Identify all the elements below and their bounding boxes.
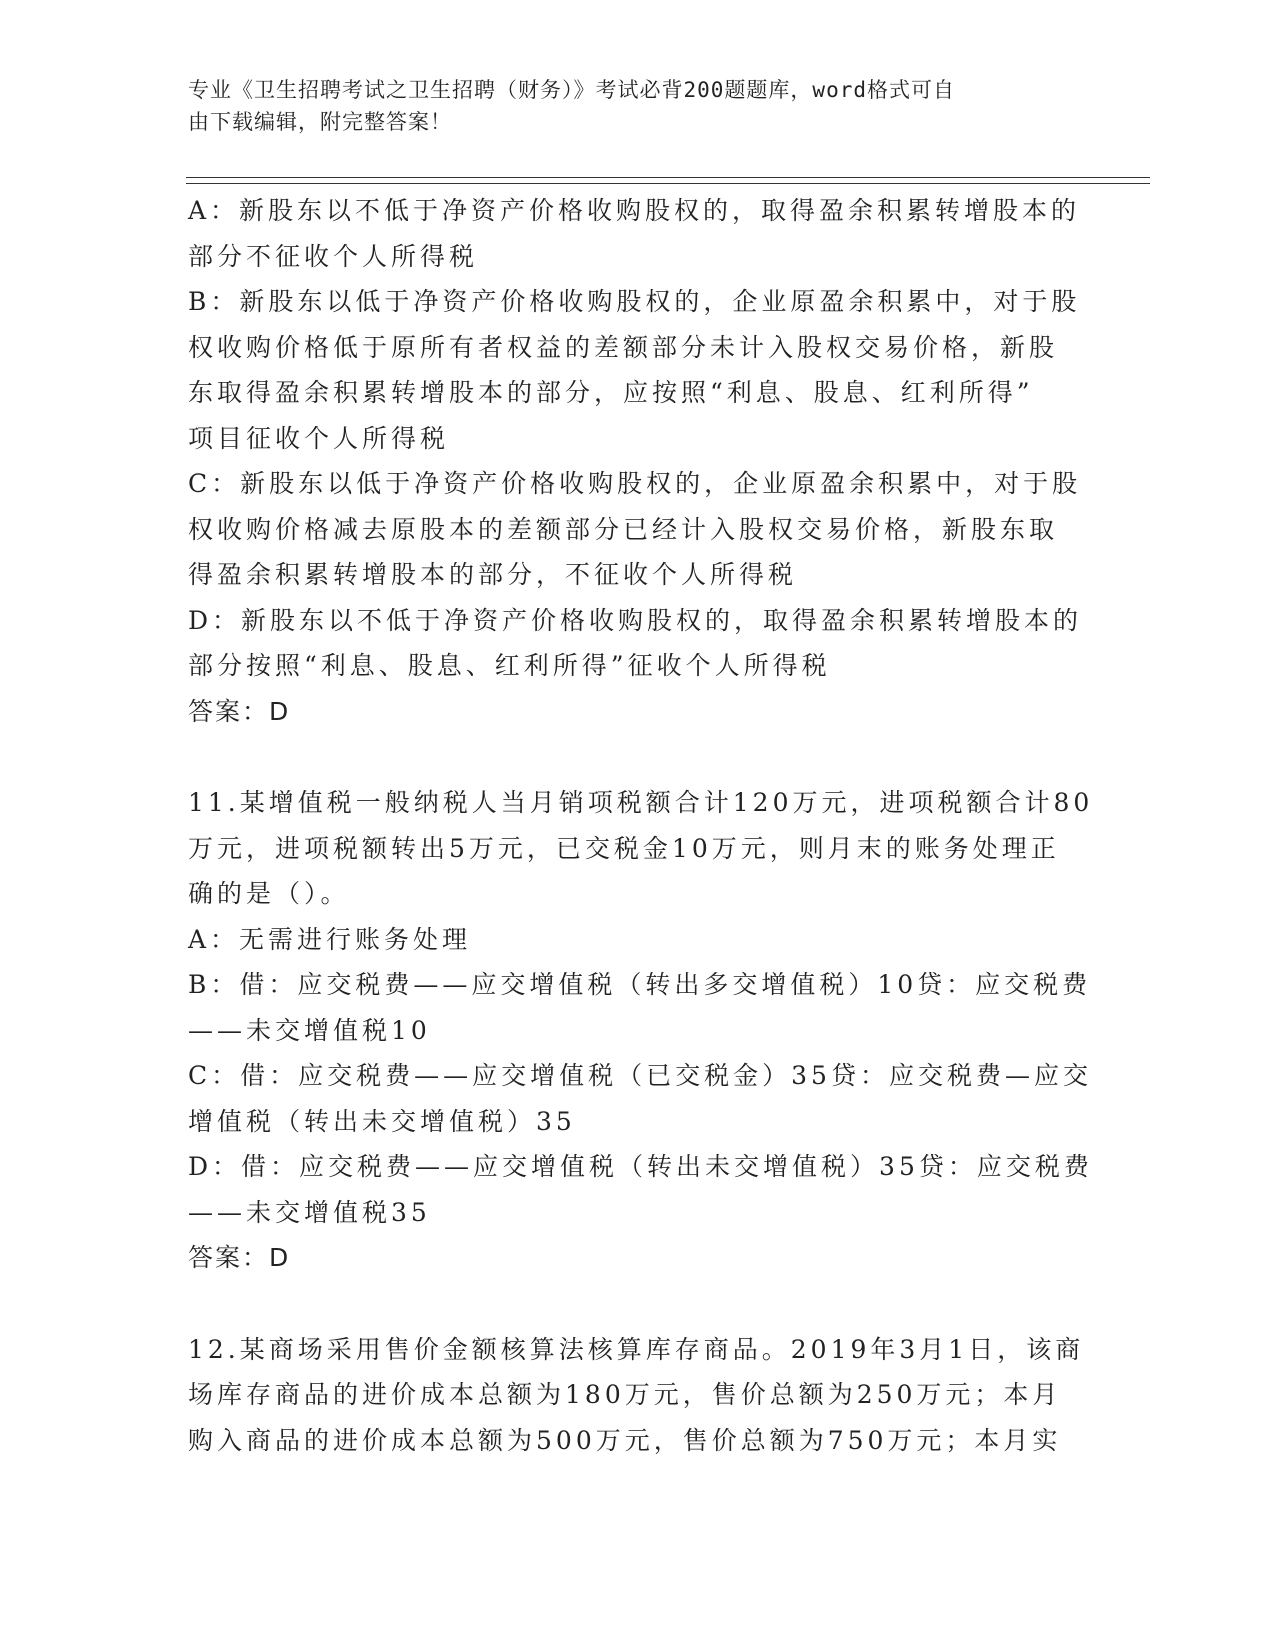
question-11-option-a xyxy=(188,917,1088,963)
question-11-stem xyxy=(188,780,1094,917)
question-spacer xyxy=(188,734,1088,780)
text-line: 确的是（）。 xyxy=(188,879,350,908)
text-line: 11.某增值税一般纳税人当月销项税额合计120万元，进项税额合计80 xyxy=(188,788,1094,817)
question-11-option-b xyxy=(188,962,1092,1053)
text-line: C：新股东以低于净资产价格收购股权的，企业原盈余积累中，对于股 xyxy=(188,469,1082,498)
question-12-stem xyxy=(188,1327,1088,1464)
question-12-block xyxy=(188,1327,1088,1464)
question-11-answer: 答案：D xyxy=(188,1243,291,1272)
text-line: A：无需进行账务处理 xyxy=(188,924,472,954)
question-spacer xyxy=(188,1281,1088,1327)
text-line: 项目征收个人所得税 xyxy=(188,423,450,453)
text-line: 权收购价格低于原所有者权益的差额部分未计入股权交易价格，新股 xyxy=(188,332,1059,362)
header-line: 由下载编辑，附完整答案！ xyxy=(188,110,452,134)
question-11-option-d xyxy=(188,1144,1093,1235)
question-10-option-d xyxy=(188,598,1088,689)
question-11-option-c xyxy=(188,1053,1092,1144)
question-11-block xyxy=(188,780,1094,1281)
document-header xyxy=(188,74,1068,138)
text-line: B：新股东以低于净资产价格收购股权的，企业原盈余积累中，对于股 xyxy=(188,287,1081,316)
header-line: 专业《卫生招聘考试之卫生招聘（财务）》考试必背200题题库，word格式可自 xyxy=(188,78,955,102)
text-line: 权收购价格减去原股本的差额部分已经计入股权交易价格，新股东取 xyxy=(188,514,1059,544)
question-10-block xyxy=(188,188,1088,734)
text-line: A：新股东以不低于净资产价格收购股权的，取得盈余积累转增股本的 xyxy=(188,196,1081,225)
text-line: 东取得盈余积累转增股本的部分，应按照“利息、股息、红利所得” xyxy=(188,378,1034,407)
text-line: ——未交增值税10 xyxy=(188,1015,431,1045)
text-line: B：借：应交税费——应交增值税（转出多交增值税）10贷：应交税费 xyxy=(188,970,1092,999)
text-line: 部分按照“利息、股息、红利所得”征收个人所得税 xyxy=(188,651,831,680)
text-line: 12.某商场采用售价金额核算法核算库存商品。2019年3月1日，该商 xyxy=(188,1334,1085,1364)
text-line: 万元，进项税额转出5万元，已交税金10万元，则月末的账务处理正 xyxy=(188,833,1060,863)
text-line: D：新股东以不低于净资产价格收购股权的，取得盈余积累转增股本的 xyxy=(188,605,1083,635)
text-line: 得盈余积累转增股本的部分，不征收个人所得税 xyxy=(188,560,798,589)
question-10-option-a xyxy=(188,188,1088,279)
text-line: ——未交增值税35 xyxy=(188,1197,431,1227)
header-divider-top xyxy=(186,177,1150,178)
text-line: D：借：应交税费——应交增值税（转出未交增值税）35贷：应交税费 xyxy=(188,1152,1093,1181)
question-10-option-b xyxy=(188,279,1088,461)
text-line: 增值税（转出未交增值税）35 xyxy=(188,1106,576,1136)
header-divider-bottom xyxy=(186,183,1150,184)
question-10-option-c xyxy=(188,461,1088,598)
question-10-answer: 答案：D xyxy=(188,696,291,726)
text-line: 场库存商品的进价成本总额为180万元，售价总额为250万元；本月 xyxy=(188,1380,1062,1409)
text-line: 购入商品的进价成本总额为500万元，售价总额为750万元；本月实 xyxy=(188,1425,1062,1455)
document-body xyxy=(188,188,1094,1463)
text-line: 部分不征收个人所得税 xyxy=(188,241,479,271)
text-line: C：借：应交税费——应交增值税（已交税金）35贷：应交税费—应交 xyxy=(188,1061,1092,1090)
